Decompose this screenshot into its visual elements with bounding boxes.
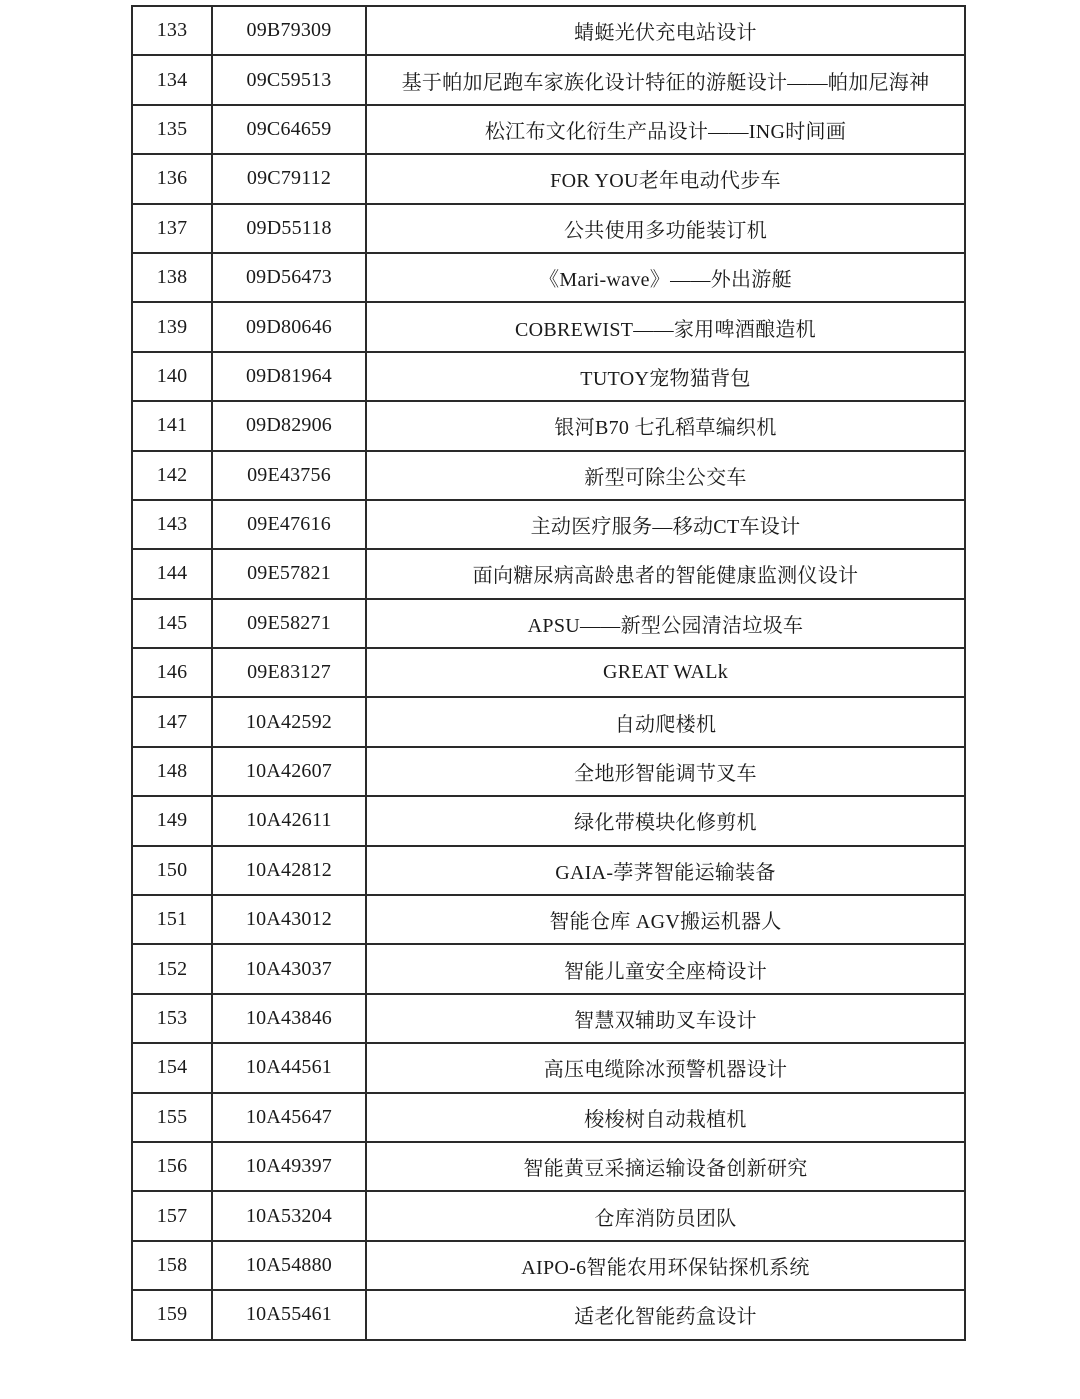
entry-id-cell: 09D56473 bbox=[212, 253, 366, 302]
project-title-cell: 松江布文化衍生产品设计——ING时间画 bbox=[366, 105, 965, 154]
row-number-cell: 142 bbox=[132, 451, 212, 500]
project-title-cell: 自动爬楼机 bbox=[366, 697, 965, 746]
table-row bbox=[132, 1241, 965, 1290]
entry-id-cell: 09D82906 bbox=[212, 401, 366, 450]
row-number-cell: 154 bbox=[132, 1043, 212, 1092]
entry-id-cell: 10A42607 bbox=[212, 747, 366, 796]
table-row bbox=[132, 6, 965, 55]
entry-id-cell: 10A42592 bbox=[212, 697, 366, 746]
row-number-cell: 153 bbox=[132, 994, 212, 1043]
project-title-cell: 绿化带模块化修剪机 bbox=[366, 796, 965, 845]
project-title-cell: 梭梭树自动栽植机 bbox=[366, 1093, 965, 1142]
row-number-cell: 133 bbox=[132, 6, 212, 55]
table-row bbox=[132, 994, 965, 1043]
table-row bbox=[132, 55, 965, 104]
entry-id-cell: 10A55461 bbox=[212, 1290, 366, 1339]
table-row bbox=[132, 648, 965, 697]
row-number-cell: 135 bbox=[132, 105, 212, 154]
row-number-cell: 158 bbox=[132, 1241, 212, 1290]
project-title-cell: GAIA-荸荠智能运输装备 bbox=[366, 846, 965, 895]
row-number-cell: 155 bbox=[132, 1093, 212, 1142]
project-title-cell: GREAT WALk bbox=[366, 648, 965, 697]
entry-id-cell: 10A43846 bbox=[212, 994, 366, 1043]
project-title-cell: 适老化智能药盒设计 bbox=[366, 1290, 965, 1339]
table-row bbox=[132, 599, 965, 648]
table-row bbox=[132, 1043, 965, 1092]
table-row bbox=[132, 302, 965, 351]
table-row bbox=[132, 105, 965, 154]
table-row bbox=[132, 1290, 965, 1339]
table-row bbox=[132, 549, 965, 598]
entry-id-cell: 10A43037 bbox=[212, 944, 366, 993]
project-title-cell: 面向糖尿病高龄患者的智能健康监测仪设计 bbox=[366, 549, 965, 598]
entry-id-cell: 10A45647 bbox=[212, 1093, 366, 1142]
table-row bbox=[132, 697, 965, 746]
table-row bbox=[132, 895, 965, 944]
table-row bbox=[132, 1191, 965, 1240]
row-number-cell: 149 bbox=[132, 796, 212, 845]
project-title-cell: COBREWIST——家用啤酒酿造机 bbox=[366, 302, 965, 351]
row-number-cell: 146 bbox=[132, 648, 212, 697]
table-row bbox=[132, 796, 965, 845]
entry-id-cell: 09C59513 bbox=[212, 55, 366, 104]
row-number-cell: 137 bbox=[132, 204, 212, 253]
project-title-cell: 智能黄豆采摘运输设备创新研究 bbox=[366, 1142, 965, 1191]
row-number-cell: 152 bbox=[132, 944, 212, 993]
table-row bbox=[132, 500, 965, 549]
entry-id-cell: 10A43012 bbox=[212, 895, 366, 944]
project-title-cell: 《Mari-wave》——外出游艇 bbox=[366, 253, 965, 302]
table-row bbox=[132, 747, 965, 796]
entry-id-cell: 09C64659 bbox=[212, 105, 366, 154]
table-row bbox=[132, 846, 965, 895]
project-title-cell: APSU——新型公园清洁垃圾车 bbox=[366, 599, 965, 648]
table-row bbox=[132, 451, 965, 500]
results-table-container bbox=[131, 5, 964, 1341]
project-title-cell: 智能仓库 AGV搬运机器人 bbox=[366, 895, 965, 944]
table-row bbox=[132, 154, 965, 203]
entry-id-cell: 09E47616 bbox=[212, 500, 366, 549]
entry-id-cell: 09E58271 bbox=[212, 599, 366, 648]
table-row bbox=[132, 1142, 965, 1191]
results-table bbox=[131, 5, 966, 1341]
entry-id-cell: 09C79112 bbox=[212, 154, 366, 203]
project-title-cell: 基于帕加尼跑车家族化设计特征的游艇设计——帕加尼海神 bbox=[366, 55, 965, 104]
table-row bbox=[132, 1093, 965, 1142]
table-row bbox=[132, 352, 965, 401]
entry-id-cell: 09B79309 bbox=[212, 6, 366, 55]
row-number-cell: 139 bbox=[132, 302, 212, 351]
table-row bbox=[132, 204, 965, 253]
table-body bbox=[132, 6, 965, 1340]
row-number-cell: 145 bbox=[132, 599, 212, 648]
row-number-cell: 157 bbox=[132, 1191, 212, 1240]
entry-id-cell: 10A44561 bbox=[212, 1043, 366, 1092]
entry-id-cell: 09D55118 bbox=[212, 204, 366, 253]
project-title-cell: 银河B70 七孔稻草编织机 bbox=[366, 401, 965, 450]
entry-id-cell: 09E43756 bbox=[212, 451, 366, 500]
row-number-cell: 150 bbox=[132, 846, 212, 895]
row-number-cell: 156 bbox=[132, 1142, 212, 1191]
entry-id-cell: 09E57821 bbox=[212, 549, 366, 598]
entry-id-cell: 09E83127 bbox=[212, 648, 366, 697]
project-title-cell: 智能儿童安全座椅设计 bbox=[366, 944, 965, 993]
row-number-cell: 141 bbox=[132, 401, 212, 450]
project-title-cell: 主动医疗服务—移动CT车设计 bbox=[366, 500, 965, 549]
project-title-cell: 公共使用多功能装订机 bbox=[366, 204, 965, 253]
project-title-cell: TUTOY宠物猫背包 bbox=[366, 352, 965, 401]
row-number-cell: 148 bbox=[132, 747, 212, 796]
entry-id-cell: 10A53204 bbox=[212, 1191, 366, 1240]
project-title-cell: 智慧双辅助叉车设计 bbox=[366, 994, 965, 1043]
row-number-cell: 147 bbox=[132, 697, 212, 746]
entry-id-cell: 10A42812 bbox=[212, 846, 366, 895]
project-title-cell: FOR YOU老年电动代步车 bbox=[366, 154, 965, 203]
project-title-cell: 新型可除尘公交车 bbox=[366, 451, 965, 500]
entry-id-cell: 10A42611 bbox=[212, 796, 366, 845]
row-number-cell: 140 bbox=[132, 352, 212, 401]
row-number-cell: 159 bbox=[132, 1290, 212, 1339]
project-title-cell: 蜻蜓光伏充电站设计 bbox=[366, 6, 965, 55]
row-number-cell: 138 bbox=[132, 253, 212, 302]
project-title-cell: 全地形智能调节叉车 bbox=[366, 747, 965, 796]
table-row bbox=[132, 944, 965, 993]
row-number-cell: 134 bbox=[132, 55, 212, 104]
row-number-cell: 151 bbox=[132, 895, 212, 944]
project-title-cell: 高压电缆除冰预警机器设计 bbox=[366, 1043, 965, 1092]
row-number-cell: 144 bbox=[132, 549, 212, 598]
table-row bbox=[132, 253, 965, 302]
row-number-cell: 143 bbox=[132, 500, 212, 549]
entry-id-cell: 10A54880 bbox=[212, 1241, 366, 1290]
entry-id-cell: 09D81964 bbox=[212, 352, 366, 401]
project-title-cell: 仓库消防员团队 bbox=[366, 1191, 965, 1240]
project-title-cell: AIPO-6智能农用环保钻探机系统 bbox=[366, 1241, 965, 1290]
entry-id-cell: 10A49397 bbox=[212, 1142, 366, 1191]
table-row bbox=[132, 401, 965, 450]
row-number-cell: 136 bbox=[132, 154, 212, 203]
entry-id-cell: 09D80646 bbox=[212, 302, 366, 351]
